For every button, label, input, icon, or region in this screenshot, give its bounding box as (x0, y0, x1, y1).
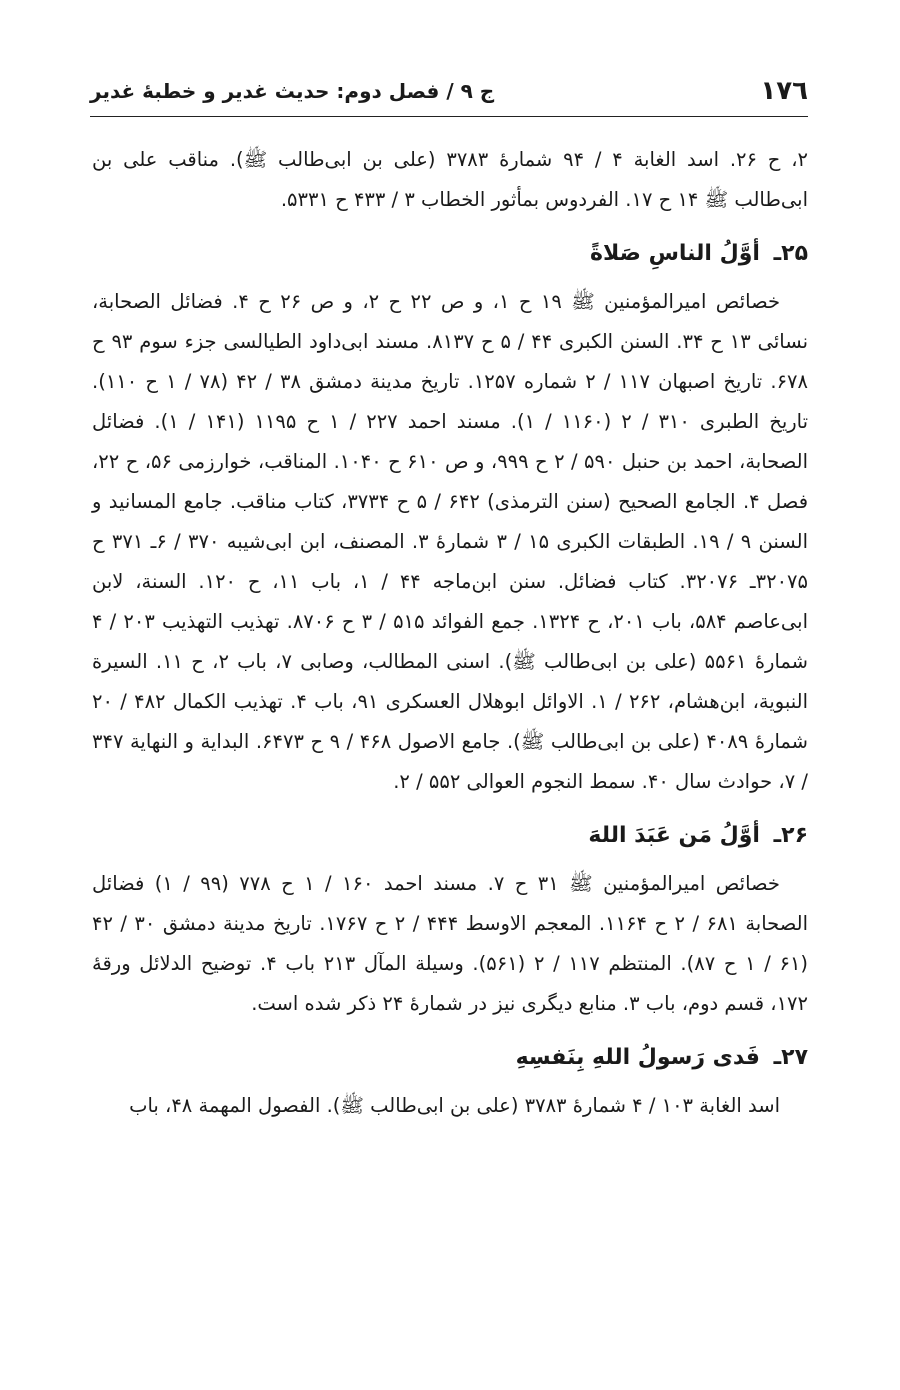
section-title: فَدی رَسولُ اللهِ بِنَفسِهِ (515, 1045, 760, 1070)
section-number: ۲۷ـ (773, 1045, 808, 1070)
section-heading-26 (92, 818, 808, 854)
section-body-26: خصائص امیرالمؤمنین ﷺ ۳۱ ح ۷. مسند احمد ۱۶۰ / ۱ ح ۷۷۸ (۹۹ / ۱) فضائل الصحابة ۶۸۱ / ۲ ح ۱۱۶۴. المعجم الاوسط ۴۴۴ / ۲ ح ۱۷۶۷. تاریخ مدینة دمشق ۳۰ / ۴۲ (۶۱ / ۱ ح ۸۷). المنتظم ۱۱۷ / ۲ (۵۶۱). وسیلة المآل ۲۱۳ باب ۴. توضیح الدلائل ورقهٔ ۱۷۲، قسم دوم، باب ۳. منابع دیگری نیز در شمارهٔ ۲۴ ذکر شده است. (92, 872, 809, 1015)
intro-paragraph: ۲، ح ۲۶. اسد الغابة ۴ / ۹۴ شمارهٔ ۳۷۸۳ (علی بن ابی‌طالب ﷺ). مناقب علی بن ابی‌طالب ﷺ ۱۴ ح ۱۷. الفردوس بمأثور الخطاب ۳ / ۴۳۳ ح ۵۳۳۱. (92, 148, 808, 211)
section-title: أوَّلُ مَن عَبَدَ اللهَ (588, 823, 760, 848)
running-title: ج ۹ / فصل دوم: حدیث غدیر و خطبهٔ غدیر (90, 79, 495, 103)
section-number: ۲۶ـ (773, 823, 808, 848)
page-content (92, 140, 808, 1126)
section-heading-27 (92, 1040, 808, 1076)
page-number: ١٧٦ (760, 76, 808, 106)
section-title: أوَّلُ الناسِ صَلاةً (589, 241, 760, 266)
section-body-27: اسد الغابة ۱۰۳ / ۴ شمارهٔ ۳۷۸۳ (علی بن ابی‌طالب ﷺ). الفصول المهمة ۴۸، باب (129, 1094, 780, 1117)
section-body-25: خصائص امیرالمؤمنین ﷺ ۱۹ ح ۱، و ص ۲۲ ح ۲، و ص ۲۶ ح ۴. فضائل الصحابة، نسائی ۱۳ ح ۳۴. السنن الکبری ۴۴ / ۵ ح ۸۱۳۷. مسند ابی‌داود الطیالسی جزء سوم ۹۳ ح ۶۷۸. تاریخ اصبهان ۱۱۷ / ۲ شماره ۱۲۵۷. تاریخ مدینة دمشق ۳۸ / ۴۲ (۷۸ / ۱ ح ۱۱۰). تاریخ الطبری ۳۱۰ / ۲ (۱۱۶۰ / ۱). مسند احمد ۲۲۷ / ۱ ح ۱۱۹۵ (۱۴۱ / ۱). فضائل الصحابة، احمد بن حنبل ۵۹۰ / ۲ ح ۹۹۹، و ص ۶۱۰ ح ۱۰۴۰. المناقب، خوارزمی ۵۶، ح ۲۲، فصل ۴. الجامع الصحیح (سنن الترمذی) ۶۴۲ / ۵ ح ۳۷۳۴، کتاب مناقب. جامع المسانید و السنن ۹ / ۱۹. الطبقات الکبری ۱۵ / ۳ شمارهٔ ۳. المصنف، ابن ابی‌شیبه ۳۷۰ / ۶ـ ۳۷۱ ح ۳۲۰۷۵ـ ۳۲۰۷۶. کتاب فضائل. سنن ابن‌ماجه ۴۴ / ۱، باب ۱۱، ح ۱۲۰. السنة، لابن ابی‌عاصم ۵۸۴، باب ۲۰۱، ح ۱۳۲۴. جمع الفوائد ۵۱۵ / ۳ ح ۸۷۰۶. تهذیب التهذیب ۲۰۳ / ۴ شمارهٔ ۵۵۶۱ (علی بن ابی‌طالب ﷺ). اسنی المطالب، وصابی ۷، باب ۲، ح ۱۱. السیرة النبویة، ابن‌هشام، ۲۶۲ / ۱. الاوائل ابوهلال العسکری ۹۱، باب ۴. تهذیب الکمال ۴۸۲ / ۲۰ شمارهٔ ۴۰۸۹ (علی بن ابی‌طالب ﷺ). جامع الاصول ۴۶۸ / ۹ ح ۶۴۷۳. البدایة و النهایة ۳۴۷ / ۷، حوادث سال ۴۰. سمط النجوم العوالی ۵۵۲ / ۲. (92, 290, 809, 793)
section-number: ۲۵ـ (773, 241, 808, 266)
section-heading-25 (92, 236, 808, 272)
page-header (90, 66, 808, 117)
